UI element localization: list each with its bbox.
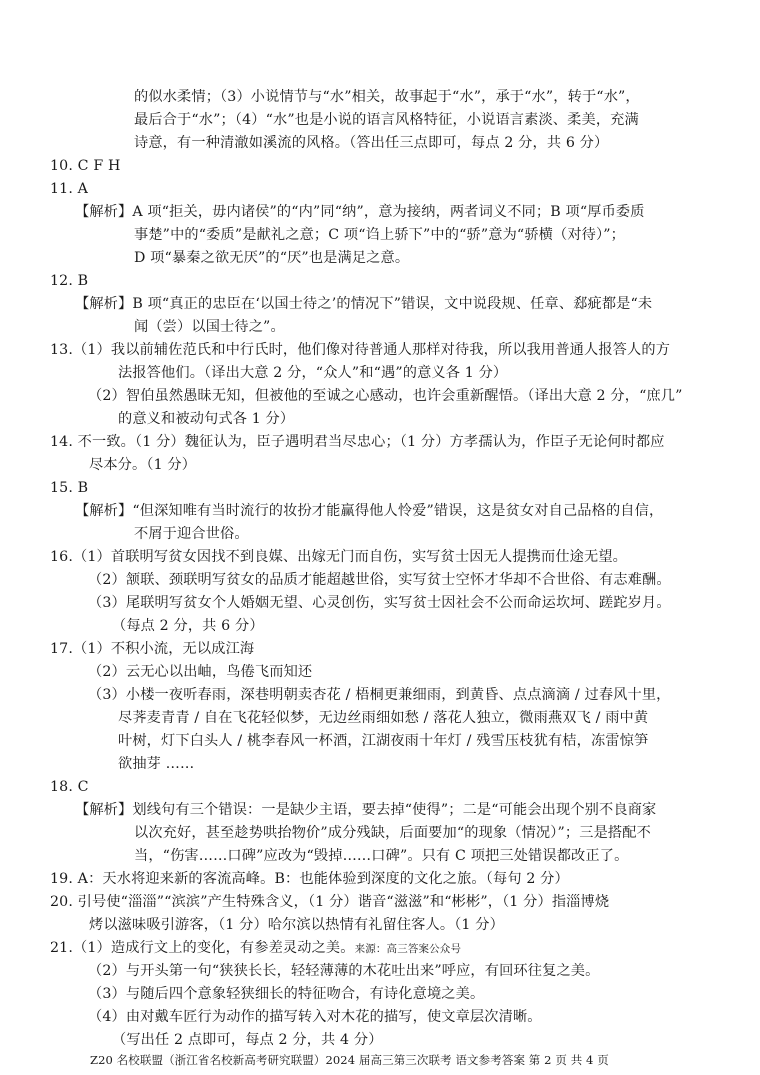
- answer-line: 以次充好，甚至趁势哄抬物价”成分残缺，后面要加“的现象（情况）”；三是搭配不: [134, 825, 651, 841]
- answer-line: （3）小楼一夜听春雨，深巷明朝卖杏花 / 梧桐更兼细雨，到黄昏、点点滴滴 / 过春风十里，: [88, 687, 671, 703]
- answer-line: 事楚”中的“委质”是献礼之意；C 项“诌上骄下”中的“骄”意为“骄横（对待）”；: [134, 227, 625, 243]
- answer-line: D 项“暴秦之欲无厌”的“厌”也是满足之意。: [134, 250, 410, 266]
- answer-line: 10. C F H: [50, 158, 121, 174]
- answer-line: 不屑于迎合世俗。: [134, 526, 249, 542]
- answer-line: 17.（1）不积小流，无以成江海: [50, 641, 255, 657]
- answer-line: 【解析】B 项“真正的忠臣在‘以国士待之’的情况下”错误，文中说段规、任章、郄疵都是“未: [75, 296, 653, 312]
- answer-line: 20. 引号使“淄淄”“滨滨”产生特殊含义，（1 分）谐音“滋滋”和“彬彬”，（1 分）指淄博烧: [50, 894, 610, 910]
- answer-line: （2）智伯虽然愚昧无知，但被他的至诚之心感动，也许会重新醒悟。（译出大意 2 分，“庶几”: [88, 388, 683, 404]
- answer-line: 11. A: [50, 181, 89, 197]
- answer-line: （2）云无心以出岫，鸟倦飞而知还: [88, 664, 313, 680]
- answer-line: 12. B: [50, 273, 89, 289]
- answer-line: 【解析】A 项“拒关，毋内诸侯”的“内”同“纳”，意为接纳，两者词义不同；B 项“厚币委质: [75, 204, 645, 220]
- answer-line: 【解析】“但深知唯有当时流行的妆扮才能赢得他人怜爱”错误，这是贫女对自己品格的自信，: [75, 503, 664, 519]
- page-footer: Z20 名校联盟（浙江省名校新高考研究联盟）2024 届高三第三次联考 语文参考答案 第 2 页 共 4 页: [90, 1053, 609, 1067]
- source-note: 来源：高三答案公众号: [354, 943, 462, 955]
- answer-line: 当，“伤害……口碑”应改为“毁掉……口碑”。只有 C 项把三处错误都改正了。: [134, 848, 629, 864]
- answer-line: 法报答他们。（译出大意 2 分，“众人”和“遇”的意义各 1 分）: [118, 365, 508, 381]
- answer-line: 最后合于“水”；（4）“水”也是小说的语言风格特征，小说语言素淡、柔美，充满: [134, 112, 639, 128]
- answer-line: （4）由对戴车匠行为动作的描写转入对木花的描写，使文章层次清晰。: [88, 1009, 542, 1025]
- answer-line: （3）尾联明写贫女个人婚姻无望、心灵创伤，实写贫士因社会不公而命运坎坷、蹉跎岁月。: [88, 595, 671, 611]
- answer-line: 欲抽芽 ……: [118, 756, 195, 772]
- answer-line: 的意义和被动句式各 1 分）: [118, 411, 295, 427]
- answer-line: 诗意，有一种清澈如溪流的风格。（答出任三点即可，每点 2 分，共 6 分）: [134, 135, 609, 151]
- answer-line: 13.（1）我以前辅佐范氏和中行氏时，他们像对待普通人那样对待我，所以我用普通人报答人的方: [50, 342, 671, 358]
- answer-line: （2）颔联、颈联明写贫女的品质才能超越世俗，实写贫士空怀才华却不合世俗、有志难酬。: [88, 572, 671, 588]
- answer-line: 19. A：天水将迎来新的客流高峰。B：也能体验到深度的文化之旅。（每句 2 分）: [50, 871, 569, 887]
- answer-line: （写出任 2 点即可，每点 2 分，共 4 分）: [112, 1032, 383, 1048]
- answer-line: （2）与开头第一句“狭狭长长，轻轻薄薄的木花吐出来”呼应，有回环往复之美。: [88, 963, 600, 979]
- answer-line: 14. 不一致。（1 分）魏征认为，臣子遇明君当尽忠心；（1 分）方孝孺认为，作臣子无论何时都应: [50, 434, 665, 450]
- answer-line: 18. C: [50, 779, 89, 795]
- answer-line: 烤以滋味吸引游客，（1 分）哈尔滨以热情有礼留住客人。（1 分）: [89, 917, 504, 933]
- answer-line: 的似水柔情；（3）小说情节与“水”相关，故事起于“水”，承于“水”，转于“水”，: [134, 89, 640, 105]
- answer-line: （每点 2 分，共 6 分）: [112, 618, 264, 634]
- answer-line: （3）与随后四个意象轻狭细长的特征吻合，有诗化意境之美。: [88, 986, 485, 1002]
- answer-line: 闻（尝）以国士待之”。: [134, 319, 285, 335]
- answer-line: 尽本分。（1 分）: [89, 457, 197, 473]
- answer-line: 尽荠麦青青 / 自在飞花轻似梦，无边丝雨细如愁 / 落花人独立，微雨燕双飞 / 雨中黄: [118, 710, 649, 726]
- answer-line: 叶树，灯下白头人 / 桃李春风一杯酒，江湖夜雨十年灯 / 残雪压枝犹有桔，冻雷惊笋: [118, 733, 649, 749]
- answer-text: 21.（1）造成行文上的变化，有参差灵动之美。: [50, 940, 355, 956]
- answer-line: 【解析】划线句有三个错误：一是缺少主语，要去掉“使得”；二是“可能会出现个别不良商家: [75, 802, 657, 818]
- answer-line: 16.（1）首联明写贫女因找不到良媒、出嫁无门而自伤，实写贫士因无人提携而仕途无望。: [50, 549, 628, 565]
- answer-line: 15. B: [50, 480, 89, 496]
- answer-line: [50, 939, 461, 959]
